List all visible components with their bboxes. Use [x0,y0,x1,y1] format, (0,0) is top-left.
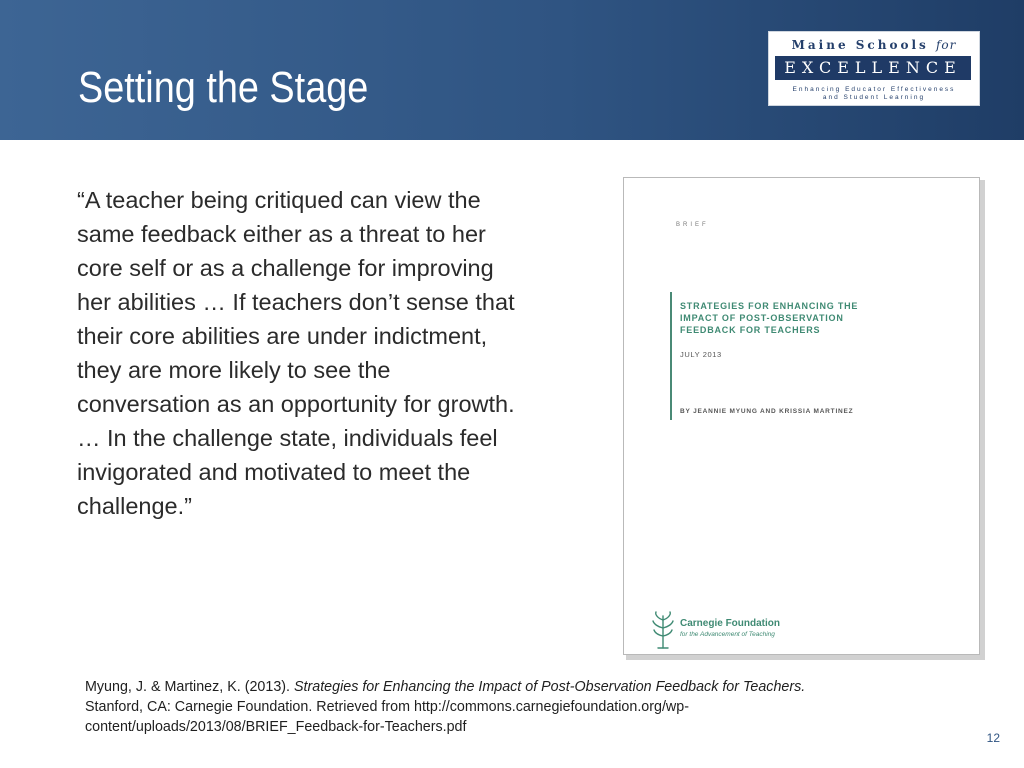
logo-tagline [769,86,979,102]
brief-label: BRIEF [676,222,709,228]
quote-line: invigorated and motivated to meet the [77,459,471,485]
brief-cover-image [623,177,980,655]
logo-tagline-1: Enhancing Educator Effectiveness [792,86,956,93]
page-number: 12 [986,731,1000,745]
slide-header [0,0,1024,140]
logo-line1-for: for [935,38,957,52]
quote-line: same feedback either as a threat to her [77,221,486,247]
citation-line-3: content/uploads/2013/08/BRIEF_Feedback-for-Teachers.pdf [85,719,467,735]
brief-title-line: IMPACT OF POST-OBSERVATION [680,313,844,323]
citation-line-2: Stanford, CA: Carnegie Foundation. Retrieved from http://commons.carnegiefoundation.org/wp- [85,699,689,715]
quote-line: “A teacher being critiqued can view the [77,187,481,213]
quote-line: their core abilities are under indictment, [77,323,488,349]
brief-date: JULY 2013 [680,350,722,359]
quote-text [77,183,617,523]
logo-tagline-2: and Student Learning [822,94,926,101]
carnegie-tree-icon [650,610,676,650]
quote-line: conversation as an opportunity for growth. [77,391,515,417]
logo-excellence-band: EXCELLENCE [775,56,971,80]
carnegie-subtitle: for the Advancement of Teaching [680,631,775,638]
logo-line1 [769,38,979,52]
brief-accent-bar [670,292,672,420]
citation-authors: Myung, J. & Martinez, K. (2013). [85,679,294,695]
brief-title-line: STRATEGIES FOR ENHANCING THE [680,301,859,311]
logo-line1-text: Maine Schools [791,38,929,52]
citation [85,677,985,737]
quote-line: core self or as a challenge for improving [77,255,494,281]
quote-line: they are more likely to see the [77,357,391,383]
brief-title [680,300,858,336]
brief-authors: BY JEANNIE MYUNG AND KRISSIA MARTINEZ [680,408,854,415]
citation-title: Strategies for Enhancing the Impact of Post-Observation Feedback for Teachers. [293,679,806,695]
quote-line: … In the challenge state, individuals feel [77,425,498,451]
quote-line: challenge.” [77,493,192,519]
brief-title-line: FEEDBACK FOR TEACHERS [680,325,821,335]
citation-line-1 [85,677,985,697]
slide-title: Setting the Stage [78,63,369,112]
carnegie-name: Carnegie Foundation [680,618,780,629]
quote-line: her abilities … If teachers don’t sense that [77,289,515,315]
maine-schools-logo [768,31,980,106]
